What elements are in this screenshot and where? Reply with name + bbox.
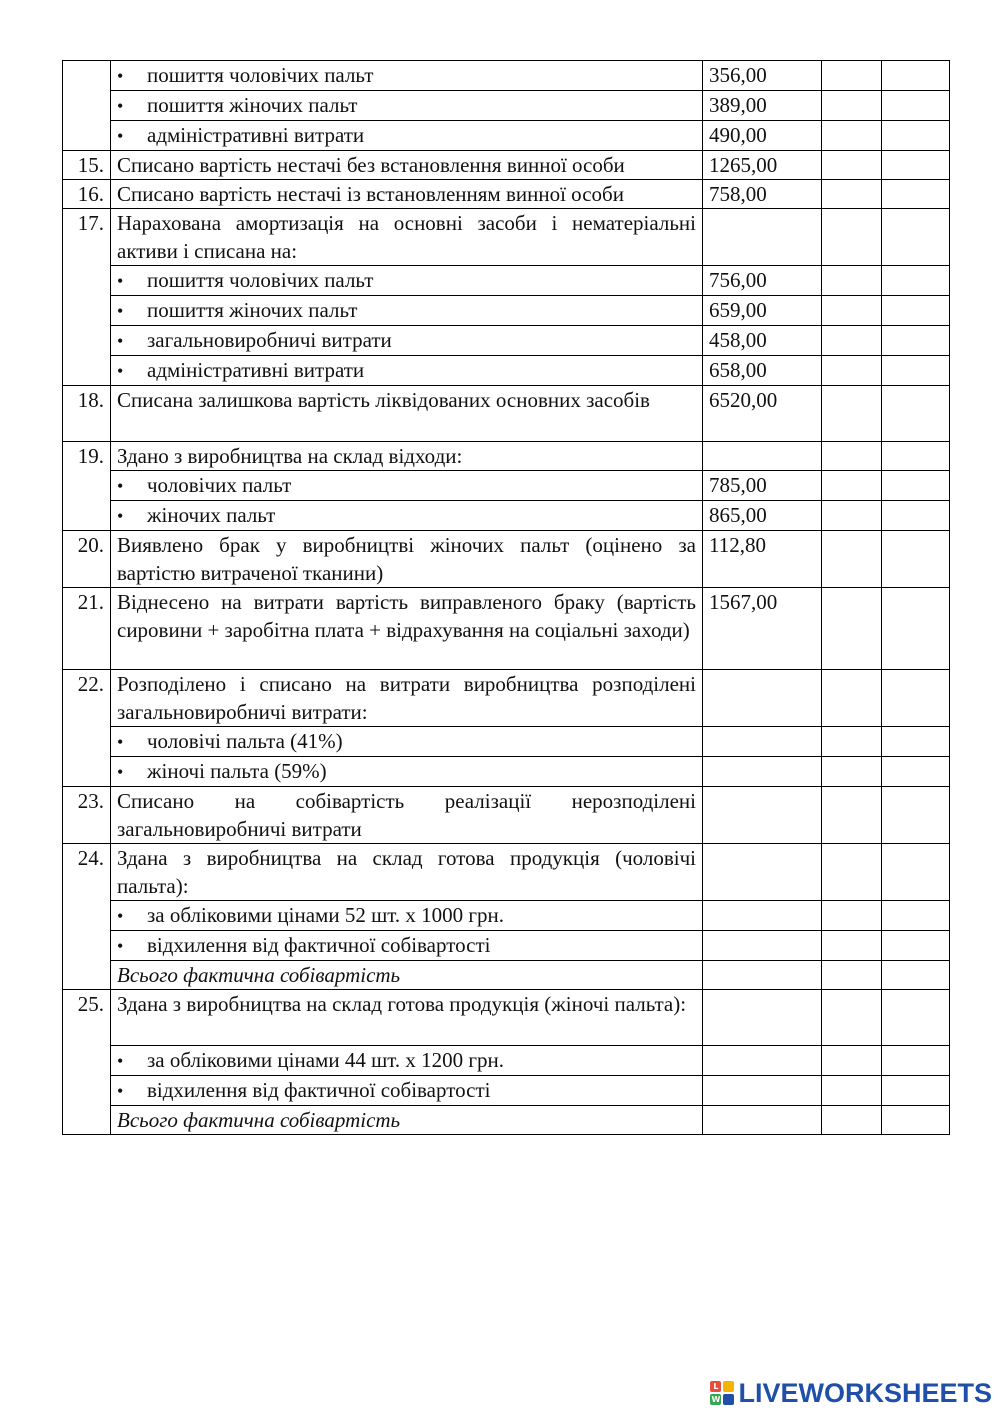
credit-cell[interactable] — [882, 787, 950, 844]
table-row — [63, 356, 950, 386]
table-row — [63, 266, 950, 296]
amount-cell: 659,00 — [703, 296, 822, 326]
credit-cell[interactable] — [882, 531, 950, 588]
debit-cell[interactable] — [822, 787, 882, 844]
debit-cell[interactable] — [822, 727, 882, 757]
entry-description: Нарахована амортизація на основні засоби і нематеріальні активи і списана на: — [111, 209, 703, 266]
bullet-icon: • — [117, 506, 124, 526]
amount-cell[interactable] — [703, 1046, 822, 1076]
credit-cell[interactable] — [882, 961, 950, 990]
entry-description: • чоловічих пальт — [111, 471, 703, 501]
bullet-icon: • — [117, 271, 124, 291]
bullet-icon: • — [117, 301, 124, 321]
credit-cell[interactable] — [882, 356, 950, 386]
debit-cell[interactable] — [822, 1106, 882, 1135]
bullet-icon: • — [117, 732, 124, 752]
table-row — [63, 180, 950, 209]
entry-number: 15. — [63, 151, 111, 180]
table-row — [63, 931, 950, 961]
amount-cell: 1567,00 — [703, 588, 822, 670]
bullet-icon: • — [117, 331, 124, 351]
table-row — [63, 588, 950, 670]
credit-cell[interactable] — [882, 209, 950, 266]
entry-description: • відхилення від фактичної собівартості — [111, 1076, 703, 1106]
entry-description: • загальновиробничі витрати — [111, 326, 703, 356]
journal-entries-table — [62, 60, 950, 1135]
credit-cell[interactable] — [882, 1046, 950, 1076]
amount-cell: 356,00 — [703, 61, 822, 91]
entry-description: Списана залишкова вартість ліквідованих основних засобів — [111, 386, 703, 442]
entry-number: 16. — [63, 180, 111, 209]
bullet-icon: • — [117, 936, 124, 956]
amount-cell — [703, 670, 822, 727]
entry-number: 22. — [63, 670, 111, 787]
credit-cell[interactable] — [882, 442, 950, 471]
entry-number: 21. — [63, 588, 111, 670]
table-row — [63, 727, 950, 757]
bullet-icon: • — [117, 906, 124, 926]
entry-description: • адміністративні витрати — [111, 356, 703, 386]
debit-cell[interactable] — [822, 501, 882, 531]
debit-cell[interactable] — [822, 61, 882, 91]
logo-cube-top-right — [723, 1381, 734, 1392]
table-row — [63, 471, 950, 501]
debit-cell[interactable] — [822, 356, 882, 386]
table-row — [63, 326, 950, 356]
bullet-icon: • — [117, 96, 124, 116]
credit-cell[interactable] — [882, 121, 950, 151]
debit-cell[interactable] — [822, 180, 882, 209]
amount-cell[interactable] — [703, 961, 822, 990]
entry-description: • відхилення від фактичної собівартості — [111, 931, 703, 961]
amount-cell: 6520,00 — [703, 386, 822, 442]
entry-number: 20. — [63, 531, 111, 588]
credit-cell[interactable] — [882, 670, 950, 727]
entry-description: • жіночих пальт — [111, 501, 703, 531]
table-row — [63, 209, 950, 266]
debit-cell[interactable] — [822, 442, 882, 471]
amount-cell: 785,00 — [703, 471, 822, 501]
debit-cell[interactable] — [822, 91, 882, 121]
amount-cell[interactable] — [703, 787, 822, 844]
table-row — [63, 1046, 950, 1076]
entry-description: Здана з виробництва на склад готова продукція (жіночі пальта): — [111, 990, 703, 1046]
debit-cell[interactable] — [822, 990, 882, 1046]
credit-cell[interactable] — [882, 931, 950, 961]
credit-cell[interactable] — [882, 501, 950, 531]
credit-cell[interactable] — [882, 386, 950, 442]
entry-description: • за обліковими цінами 52 шт. х 1000 грн. — [111, 901, 703, 931]
amount-cell[interactable] — [703, 757, 822, 787]
credit-cell[interactable] — [882, 180, 950, 209]
entry-description: • пошиття жіночих пальт — [111, 296, 703, 326]
table-row — [63, 1076, 950, 1106]
entry-description: Списано на собівартість реалізації нерозподілені загальновиробничі витрати — [111, 787, 703, 844]
amount-cell: 865,00 — [703, 501, 822, 531]
table-row — [63, 531, 950, 588]
entry-number: 25. — [63, 990, 111, 1135]
amount-cell: 490,00 — [703, 121, 822, 151]
amount-cell[interactable] — [703, 1106, 822, 1135]
total-label: Всього фактична собівартість — [111, 1106, 703, 1135]
debit-cell[interactable] — [822, 386, 882, 442]
credit-cell[interactable] — [882, 901, 950, 931]
debit-cell[interactable] — [822, 151, 882, 180]
table-row — [63, 844, 950, 901]
table-row — [63, 296, 950, 326]
amount-cell — [703, 209, 822, 266]
debit-cell[interactable] — [822, 931, 882, 961]
credit-cell[interactable] — [882, 727, 950, 757]
credit-cell[interactable] — [882, 844, 950, 901]
debit-cell[interactable] — [822, 326, 882, 356]
debit-cell[interactable] — [822, 296, 882, 326]
credit-cell[interactable] — [882, 757, 950, 787]
amount-cell: 1265,00 — [703, 151, 822, 180]
amount-cell[interactable] — [703, 727, 822, 757]
entry-number: 23. — [63, 787, 111, 844]
amount-cell: 458,00 — [703, 326, 822, 356]
bullet-icon: • — [117, 1081, 124, 1101]
table-row — [63, 990, 950, 1046]
table-row — [63, 386, 950, 442]
table-row — [63, 121, 950, 151]
debit-cell[interactable] — [822, 531, 882, 588]
liveworksheets-logo — [710, 1378, 992, 1408]
amount-cell — [703, 442, 822, 471]
amount-cell: 658,00 — [703, 356, 822, 386]
bullet-icon: • — [117, 361, 124, 381]
table-row — [63, 961, 950, 990]
entry-number — [63, 61, 111, 151]
amount-cell: 389,00 — [703, 91, 822, 121]
credit-cell[interactable] — [882, 61, 950, 91]
table-row — [63, 501, 950, 531]
bullet-icon: • — [117, 126, 124, 146]
amount-cell: 756,00 — [703, 266, 822, 296]
table-row — [63, 442, 950, 471]
entry-description: Здано з виробництва на склад відходи: — [111, 442, 703, 471]
entry-description: • пошиття чоловічих пальт — [111, 61, 703, 91]
entry-description: Здана з виробництва на склад готова продукція (чоловічі пальта): — [111, 844, 703, 901]
credit-cell[interactable] — [882, 588, 950, 670]
table-row — [63, 151, 950, 180]
entry-description: • пошиття жіночих пальт — [111, 91, 703, 121]
debit-cell[interactable] — [822, 961, 882, 990]
credit-cell[interactable] — [882, 990, 950, 1046]
entry-description: • пошиття чоловічих пальт — [111, 266, 703, 296]
credit-cell[interactable] — [882, 471, 950, 501]
entry-description: Віднесено на витрати вартість виправленого браку (вартість сировини + заробітна плата + відрахування на соціальні заходи) — [111, 588, 703, 670]
debit-cell[interactable] — [822, 901, 882, 931]
amount-cell[interactable] — [703, 1076, 822, 1106]
logo-cube-l: L — [710, 1381, 721, 1392]
debit-cell[interactable] — [822, 209, 882, 266]
debit-cell[interactable] — [822, 757, 882, 787]
credit-cell[interactable] — [882, 1106, 950, 1135]
debit-cell[interactable] — [822, 121, 882, 151]
bullet-icon: • — [117, 762, 124, 782]
debit-cell[interactable] — [822, 844, 882, 901]
amount-cell[interactable] — [703, 931, 822, 961]
table-row — [63, 787, 950, 844]
entry-description: • за обліковими цінами 44 шт. х 1200 грн. — [111, 1046, 703, 1076]
credit-cell[interactable] — [882, 326, 950, 356]
debit-cell[interactable] — [822, 471, 882, 501]
debit-cell[interactable] — [822, 266, 882, 296]
credit-cell[interactable] — [882, 91, 950, 121]
debit-cell[interactable] — [822, 588, 882, 670]
credit-cell[interactable] — [882, 296, 950, 326]
table-row — [63, 757, 950, 787]
amount-cell: 112,80 — [703, 531, 822, 588]
logo-cube-w: W — [711, 1395, 721, 1404]
debit-cell[interactable] — [822, 1076, 882, 1106]
amount-cell[interactable] — [703, 901, 822, 931]
bullet-icon: • — [117, 66, 124, 86]
bullet-icon: • — [117, 476, 124, 496]
table-row — [63, 901, 950, 931]
credit-cell[interactable] — [882, 266, 950, 296]
debit-cell[interactable] — [822, 1046, 882, 1076]
entry-description: • жіночі пальта (59%) — [111, 757, 703, 787]
entry-description: • чоловічі пальта (41%) — [111, 727, 703, 757]
amount-cell — [703, 990, 822, 1046]
amount-cell: 758,00 — [703, 180, 822, 209]
table-row — [63, 91, 950, 121]
debit-cell[interactable] — [822, 670, 882, 727]
table-row — [63, 670, 950, 727]
entry-description: Списано вартість нестачі без встановлення винної особи — [111, 151, 703, 180]
entry-number: 19. — [63, 442, 111, 531]
table-row — [63, 1106, 950, 1135]
logo-text: LIVEWORKSHEETS — [738, 1377, 992, 1408]
entry-number: 24. — [63, 844, 111, 990]
credit-cell[interactable] — [882, 151, 950, 180]
logo-cube-bottom-right — [723, 1394, 734, 1405]
total-label: Всього фактична собівартість — [111, 961, 703, 990]
credit-cell[interactable] — [882, 1076, 950, 1106]
entry-description: Розподілено і списано на витрати виробництва розподілені загальновиробничі витрати: — [111, 670, 703, 727]
entry-description: Списано вартість нестачі із встановленням винної особи — [111, 180, 703, 209]
entry-number: 18. — [63, 386, 111, 442]
bullet-icon: • — [117, 1051, 124, 1071]
entry-number: 17. — [63, 209, 111, 386]
entry-description: • адміністративні витрати — [111, 121, 703, 151]
entry-description: Виявлено брак у виробництві жіночих пальт (оцінено за вартістю витраченої тканини) — [111, 531, 703, 588]
logo-cubes-icon — [710, 1381, 734, 1405]
table-row — [63, 61, 950, 91]
amount-cell — [703, 844, 822, 901]
